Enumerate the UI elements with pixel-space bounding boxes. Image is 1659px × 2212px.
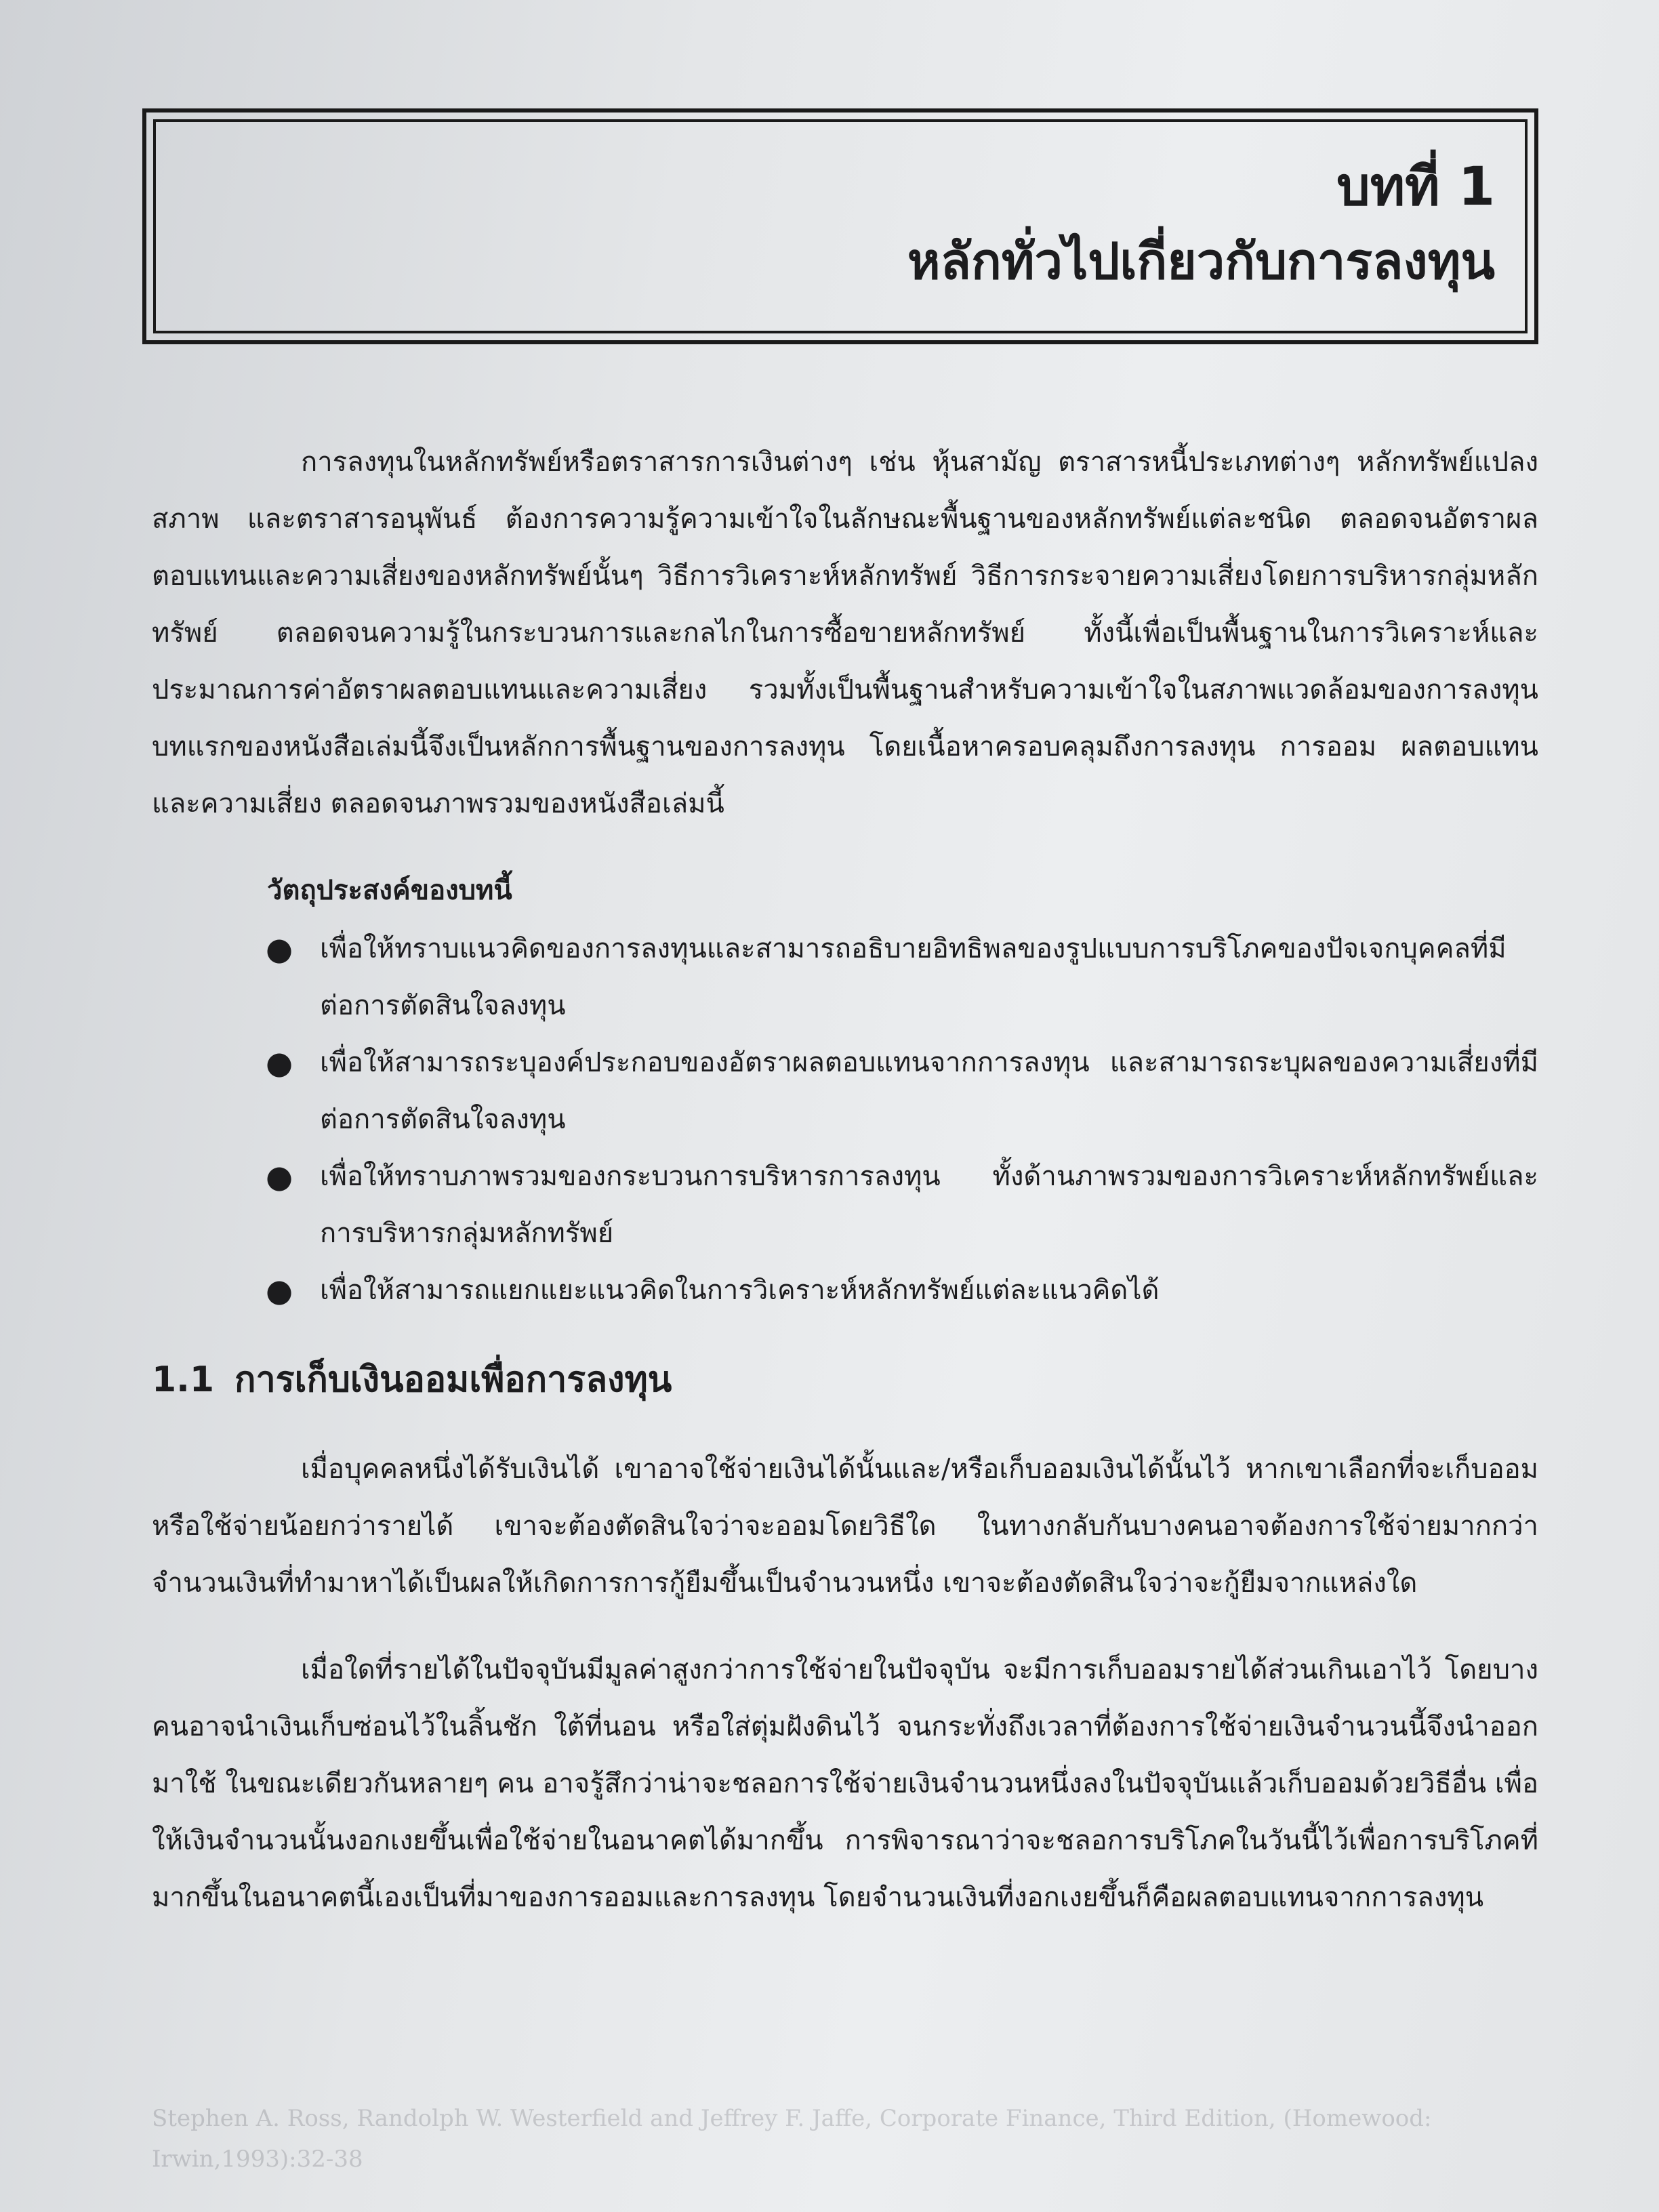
chapter-number: บทที่ 1 — [1336, 157, 1495, 218]
objective-item — [152, 1148, 1538, 1262]
intro-paragraph: การลงทุนในหลักทรัพย์หรือตราสารการเงินต่างๆ เช่น หุ้นสามัญ ตราสารหนี้ประเภทต่างๆ หลักทรัพย์แปลงสภาพ และตราสารอนุพันธ์ ต้องการความรู้ความเข้าใจในลักษณะพื้นฐานของหลักทรัพย์แต่ละชนิด ตลอดจนอัตราผลตอบแทนและความเสี่ยงของหลักทรัพย์นั้นๆ วิธีการวิเคราะห์หลักทรัพย์ วิธีการกระจายความเสี่ยงโดยการบริหารกลุ่มหลักทรัพย์ ตลอดจนความรู้ในกระบวนการและกลไกในการซื้อขายหลักทรัพย์ ทั้งนี้เพื่อเป็นพื้นฐานในการวิเคราะห์และประมาณการค่าอัตราผลตอบแทนและความเสี่ยง รวมทั้งเป็นพื้นฐานสำหรับความเข้าใจในสภาพแวดล้อมของการลงทุน บทแรกของหนังสือเล่มนี้จึงเป็นหลักการพื้นฐานของการลงทุน โดยเนื้อหาครอบคลุมถึงการลงทุน การออม ผลตอบแทนและความเสี่ยง ตลอดจนภาพรวมของหนังสือเล่มนี้ — [152, 447, 1538, 819]
objectives-list — [152, 920, 1538, 1319]
chapter-title: หลักทั่วไปเกี่ยวกับการลงทุน — [907, 232, 1495, 291]
section-paragraph-1: เมื่อบุคคลหนึ่งได้รับเงินได้ เขาอาจใช้จ่ายเงินได้นั้นและ/หรือเก็บออมเงินได้นั้นไว้ หากเขาเลือกที่จะเก็บออมหรือใช้จ่ายน้อยกว่ารายได้ เขาจะต้องตัดสินใจว่าจะออมโดยวิธีใด ในทางกลับกันบางคนอาจต้องการใช้จ่ายมากกว่าจำนวนเงินที่ทำมาหาได้เป็นผลให้เกิดการการกู้ยืมขึ้นเป็นจำนวนหนึ่ง เขาจะต้องตัดสินใจว่าจะกู้ยืมจากแหล่งใด — [152, 1454, 1538, 1599]
chapter-title-inner-frame — [153, 119, 1528, 333]
objective-item — [152, 1262, 1538, 1319]
objective-text: เพื่อให้ทราบแนวคิดของการลงทุนและสามารถอธิบายอิทธิพลของรูปแบบการบริโภคของปัจเจกบุคคลที่มีต่อการตัดสินใจลงทุน — [320, 933, 1507, 1021]
page-content — [152, 434, 1538, 1956]
bullet-icon: ● — [266, 1158, 293, 1195]
book-page — [102, 0, 1606, 2212]
faint-footnote-show-through: Stephen A. Ross, Randolph W. Westerfield and Jeffrey F. Jaffe, Corporate Finance, Third Edition, (Homewood: Irwin,1993):32-38 — [152, 2105, 1432, 2173]
section-title: การเก็บเงินออมเพื่อการลงทุน — [234, 1359, 672, 1400]
section-heading — [152, 1346, 1538, 1414]
objective-text: เพื่อให้สามารถแยกแยะแนวคิดในการวิเคราะห์หลักทรัพย์แต่ละแนวคิดได้ — [320, 1275, 1160, 1306]
objective-item — [152, 920, 1538, 1034]
chapter-title-box — [142, 108, 1538, 344]
objective-text: เพื่อให้ทราบภาพรวมของกระบวนการบริหารการลงทุน ทั้งด้านภาพรวมของการวิเคราะห์หลักทรัพย์และการบริหารกลุ่มหลักทรัพย์ — [320, 1161, 1538, 1249]
objective-item — [152, 1034, 1538, 1148]
section-number: 1.1 — [152, 1359, 215, 1400]
bullet-icon: ● — [266, 1044, 293, 1081]
bullet-icon: ● — [266, 930, 293, 967]
objective-text: เพื่อให้สามารถระบุองค์ประกอบของอัตราผลตอบแทนจากการลงทุน และสามารถระบุผลของความเสี่ยงที่มีต่อการตัดสินใจลงทุน — [320, 1047, 1538, 1135]
objectives-heading: วัตถุประสงค์ของบทนี้ — [267, 875, 512, 906]
section-paragraph-2: เมื่อใดที่รายได้ในปัจจุบันมีมูลค่าสูงกว่าการใช้จ่ายในปัจจุบัน จะมีการเก็บออมรายได้ส่วนเกินเอาไว้ โดยบางคนอาจนำเงินเก็บซ่อนไว้ในลิ้นชัก ใต้ที่นอน หรือใส่ตุ่มฝังดินไว้ จนกระทั่งถึงเวลาที่ต้องการใช้จ่ายเงินจำนวนนี้จึงนำออกมาใช้ ในขณะเดียวกันหลายๆ คน อาจรู้สึกว่าน่าจะชลอการใช้จ่ายเงินจำนวนหนึ่งลงในปัจจุบันแล้วเก็บออมด้วยวิธีอื่น เพื่อให้เงินจำนวนนั้นงอกเงยขึ้นเพื่อใช้จ่ายในอนาคตได้มากขึ้น การพิจารณาว่าจะชลอการบริโภคในวันนี้ไว้เพื่อการบริโภคที่มากขึ้นในอนาคตนี้เองเป็นที่มาของการออมและการลงทุน โดยจำนวนเงินที่งอกเงยขึ้นก็คือผลตอบแทนจากการลงทุน — [152, 1654, 1538, 1913]
bullet-icon: ● — [266, 1272, 293, 1309]
